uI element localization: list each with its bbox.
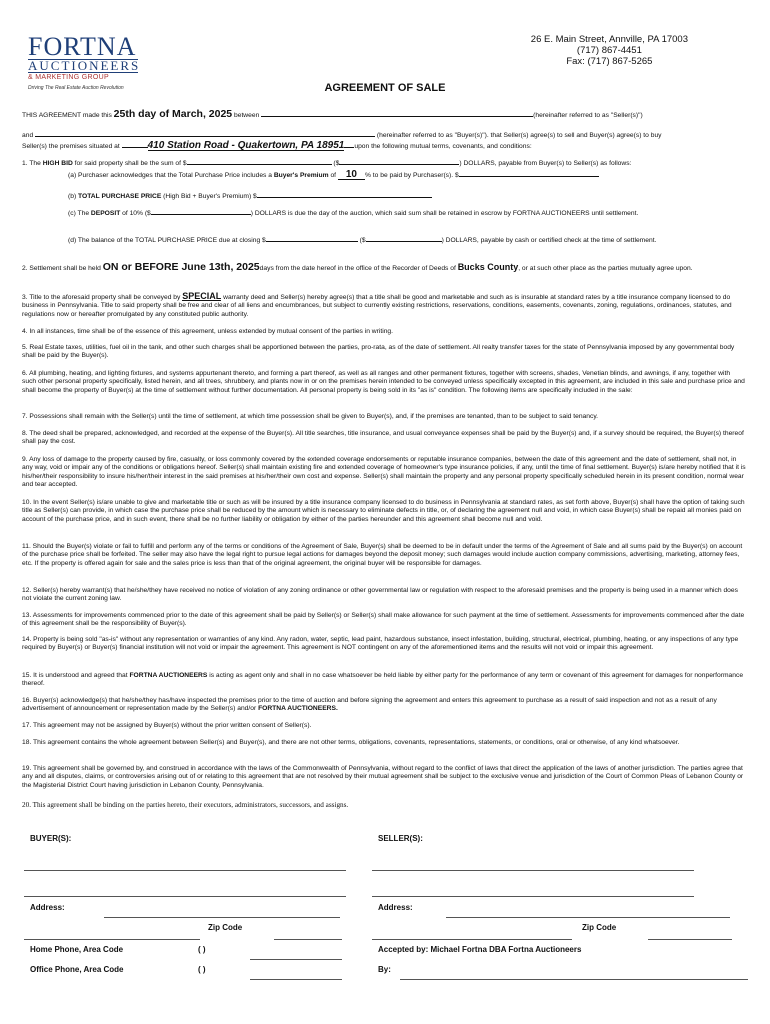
buyer-address-label: Address: xyxy=(30,903,65,912)
total-price-field[interactable] xyxy=(257,197,432,198)
section-19: 19. This agreement shall be governed by, and construed in accordance with the laws of the Commonwealth of Pennsylvania, without regard to the conflict of laws that direct the application of the laws of another jurisdiction. The parties agree that any and all disputes, claims, or controversies arising out of or relating to this agreement that are not resolved by their mutual agreement shall be subject to the exclusive venue and jurisdiction of the Court of Common Pleas of Lebanon County or the Magisterial District Court having jurisdiction in Lebanon County, Pennsylvania. xyxy=(22,765,744,789)
logo-marketing: & MARKETING GROUP xyxy=(28,74,109,81)
section-8: 8. The deed shall be prepared, acknowledged, and recorded at the expense of the Buyer(s). All title searches, title insurance, and usual conveyance expenses shall be paid by the Buyer(s) and, if a survey should be required, the Buyer(s) thereof shall pay the cost. xyxy=(22,430,744,446)
buyers-premium-percent: 10 xyxy=(338,171,365,180)
accepted-by-label: Accepted by: Michael Fortna DBA Fortna Auctioneers xyxy=(378,945,582,954)
settlement-date: ON or BEFORE June 13th, 2025 xyxy=(102,261,260,273)
buyer-name-field[interactable] xyxy=(35,136,375,137)
by-label: By: xyxy=(378,965,391,974)
agreement-date: 25th day of March, 2025 xyxy=(113,108,233,120)
buyer-address-field[interactable] xyxy=(104,917,340,918)
buyer-signature-line-1[interactable] xyxy=(24,870,346,871)
intro-line-3: Seller(s) the premises situated at 410 Station Road - Quakertown, PA 18951 upon the following mutual terms, covenants, and conditions: xyxy=(22,140,532,151)
buyer-zip-label: Zip Code xyxy=(208,923,243,932)
high-bid-field[interactable] xyxy=(187,164,332,165)
section-4: 4. In all instances, time shall be of the essence of this agreement, unless extended by mutual consent of the parties in writing. xyxy=(22,328,393,335)
seller-zip-field[interactable] xyxy=(648,939,732,940)
seller-signature-line-1[interactable] xyxy=(372,870,694,871)
logo-auctioneers: AUCTIONEERS xyxy=(28,58,141,73)
section-20: 20. This agreement shall be binding on the parties hereto, their executors, administrators, successors, and assigns. xyxy=(22,801,349,809)
home-phone-area: ( ) xyxy=(198,945,206,954)
section-1c: (c) The DEPOSIT of 10% ($ ) DOLLARS is due the day of the auction, which said sum shall be retained in escrow by FORTNA AUCTIONEERS until settlement. xyxy=(68,210,639,217)
by-signature-field[interactable] xyxy=(400,979,748,980)
buyer-signature-line-2[interactable] xyxy=(24,896,346,897)
county-name: Bucks County xyxy=(457,262,519,272)
home-phone-field[interactable] xyxy=(250,959,342,960)
office-phone-label: Office Phone, Area Code xyxy=(30,965,124,974)
section-15: 15. It is understood and agreed that FORTNA AUCTIONEERS is acting as agent only and shall in no case whatsoever be held liable by either party for the performance of any term or covenant of this agreement for damages for nonperformance thereof. xyxy=(22,672,744,688)
seller-city-field[interactable] xyxy=(372,939,572,940)
section-3: 3. Title to the aforesaid property shall be conveyed by SPECIAL warranty deed and Seller(s) hereby agree(s) that a title shall be good and marketable and such as is insurable at standard rates by a title insurance company licensed to do business in Pennsylvania. Title to said property shall be free and clear of all liens and encumbrances, but subject to currently existing restrictions, reservations, conditions, easements, covenants, zoning, regulations, ordinances, statutes, and regulations now or hereafter promulgated by any constituted public authority. xyxy=(22,291,732,318)
section-1: 1. The HIGH BID for said property shall be the sum of $ ($ ) DOLLARS, payable from Buyer(s) to Seller(s) as follows: xyxy=(22,160,632,167)
sellers-heading: SELLER(S): xyxy=(378,834,423,843)
address-street: 26 E. Main Street, Annville, PA 17003 xyxy=(530,34,688,45)
section-11: 11. Should the Buyer(s) violate or fail to fulfill and perform any of the terms or conditions of the Agreement of Sale, Buyer(s) shall be deemed to be in default under the terms of the Agreement of Sale and all sums paid by the Buyer(s) on account of the purchase price shall be forfeited. The seller may also have the legal right to pursue legal actions for damages beyond the deposit money; such damages would include auction company commissions, advertising, marketing, attorney fees, etc. If the property is offered again for sale and the sales price is less than that of the original agreement, the original buyer will be responsible for damages. xyxy=(22,543,743,567)
high-bid-words-field[interactable] xyxy=(339,164,459,165)
buyers-premium-field[interactable] xyxy=(459,176,599,177)
office-phone-area: ( ) xyxy=(198,965,206,974)
balance-field[interactable] xyxy=(266,241,358,242)
section-10: 10. In the event Seller(s) is/are unable to give and marketable title or such as will be insured by a title insurance company licensed to do business in Pennsylvania at standard rates, as set forth above, Buyer(s) shall have the option of taking such title as Seller(s) can provide, in which case the purchase price shall be reduced by the amount which is necessary to eliminate defects in title, or, of declaring the agreement null and void, in which case Buyer(s) shall be repaid all monies paid on account of the purchase price, and in such event, there shall be no further liability or obligation by either of the parties hereunder and this agreement shall become null and void. xyxy=(22,499,745,523)
address-fax: Fax: (717) 867-5265 xyxy=(566,56,653,67)
section-12: 12. Seller(s) hereby warrant(s) that he/she/they have received no notice of violation of any zoning ordinance or other governmental law or regulation with respect to the aforesaid premises and the property is being used in a manner which does not violate the current zoning law. xyxy=(22,587,738,603)
company-address xyxy=(531,34,688,67)
intro-line-2: and (hereinafter referred to as "Buyer(s)"). that Seller(s) agree(s) to sell and Buyer(s) agree(s) to buy xyxy=(22,132,662,139)
section-1d: (d) The balance of the TOTAL PURCHASE PRICE due at closing $ ($ ) DOLLARS, payable by cash or certified check at the time of settlement. xyxy=(68,237,657,244)
logo-name: FORTNA xyxy=(28,32,137,61)
intro-line-1: THIS AGREEMENT made this 25th day of March, 2025 between (hereinafter referred to as "Seller(s)") xyxy=(22,108,643,120)
section-13: 13. Assessments for improvements commenced prior to the date of this agreement shall be paid by Seller(s) or Seller(s) shall make allowance for such payment at the time of settlement. Assessments for improvements commenced after the date of this agreement shall be the responsibility of Buyer(s). xyxy=(22,612,745,628)
section-5: 5. Real Estate taxes, utilities, fuel oil in the tank, and other such charges shall be apportioned between the parties, pro-rata, as of the date of settlement. All realty transfer taxes for the state of Pennsylvania imposed by any governmental body shall be paid by the Buyer(s). xyxy=(22,344,735,360)
section-2: 2. Settlement shall be held ON or BEFORE June 13th, 2025days from the date hereof in the office of the Recorder of Deeds of Bucks County, or at such other place as the parties mutually agree upon. xyxy=(22,261,693,273)
seller-signature-line-2[interactable] xyxy=(372,896,694,897)
section-14: 14. Property is being sold "as-is" without any representation or warranties of any kind. Any radon, water, septic, lead paint, hazardous substance, insect infestation, building, structural, electrical, plumbing, heating, or any inspections of any type required by Buyer(s) or Buyer(s) financial institution will not void or impair the agreement. This agreement is NOT contingent on any of the aforementioned items and the results will not void or impair this agreement. xyxy=(22,636,739,652)
address-phone: (717) 867-4451 xyxy=(576,45,642,56)
buyer-city-field[interactable] xyxy=(24,939,200,940)
deed-type: SPECIAL xyxy=(182,291,222,301)
section-1b: (b) TOTAL PURCHASE PRICE (High Bid + Buyer's Premium) $ xyxy=(22,193,746,201)
section-16: 16. Buyer(s) acknowledge(s) that he/she/they has/have inspected the premises prior to the time of auction and before signing the agreement and enters this agreement to purchase as a result of said inspection and not as a result of any advertisement of announcement or representation made by the Seller(s) and/or FORTNA AUCTIONEERS. xyxy=(22,697,717,713)
buyer-zip-field[interactable] xyxy=(274,939,342,940)
section-7: 7. Possessions shall remain with the Seller(s) until the time of settlement, at which time possession shall be given to Buyer(s), and, if the premises are tenanted, than to be subject to said tenancy. xyxy=(22,413,599,420)
section-9: 9. Any loss of damage to the property caused by fire, casualty, or loss commonly covered by the extended coverage endorsements or reputable insurance companies, between the date of this agreement and the date of settlement, shall not, in any way, void or impair any of the conditions or obligations hereof. Seller(s) shall maintain existing fire and extended coverage of homeowner's type insurance policies, if any, until the time of final settlement. Buyer(s) is/are hereby notified that it is his/her/their responsibility to insure his/her/their interest in the said premises at his/her/their own cost and expense. Seller(s) shall maintain the property and any personal property specifically scheduled herein in its present condition, normal wear and tear accepted. xyxy=(22,456,746,488)
section-18: 18. This agreement contains the whole agreement between Seller(s) and Buyer(s), and there are not other terms, obligations, covenants, representations, statements, or conditions, oral or otherwise, of any kind whatsoever. xyxy=(22,739,680,746)
seller-address-label: Address: xyxy=(378,903,413,912)
section-1a: (a) Purchaser acknowledges that the Total Purchase Price includes a Buyer's Premium of 10 % to be paid by Purchaser(s). $ xyxy=(22,171,746,180)
buyers-heading: BUYER(S): xyxy=(30,834,72,843)
logo-tagline: Driving The Real Estate Auction Revolution xyxy=(28,85,124,91)
section-17: 17. This agreement may not be assigned by Buyer(s) without the prior written consent of Seller(s). xyxy=(22,722,312,729)
premises-address: 410 Station Road - Quakertown, PA 18951 xyxy=(147,140,345,151)
seller-address-field[interactable] xyxy=(446,917,730,918)
home-phone-label: Home Phone, Area Code xyxy=(30,945,124,954)
balance-words-field[interactable] xyxy=(366,241,442,242)
seller-name-field[interactable] xyxy=(261,116,533,117)
section-6: 6. All plumbing, heating, and lighting fixtures, and systems appurtenant thereto, and forming a part thereof, as well as all ranges and other permanent fixtures, together with screens, shades, Venetian blinds, and awnings, if any, together with such other personal property specifically, listed herein, and all trees, shrubbery, and plants now in or on the premises herein intended to be conveyed unless specifically excepted in this agreement, are included in this sale and purchase price and shall become the property of Buyer(s) at the time of settlement without further documentation. All personal property is being sold in its "as is" condition. The following items are specifically included in the sale: xyxy=(22,370,745,394)
deposit-field[interactable] xyxy=(151,214,251,215)
seller-zip-label: Zip Code xyxy=(582,923,617,932)
office-phone-field[interactable] xyxy=(250,979,342,980)
document-title: AGREEMENT OF SALE xyxy=(324,82,446,94)
